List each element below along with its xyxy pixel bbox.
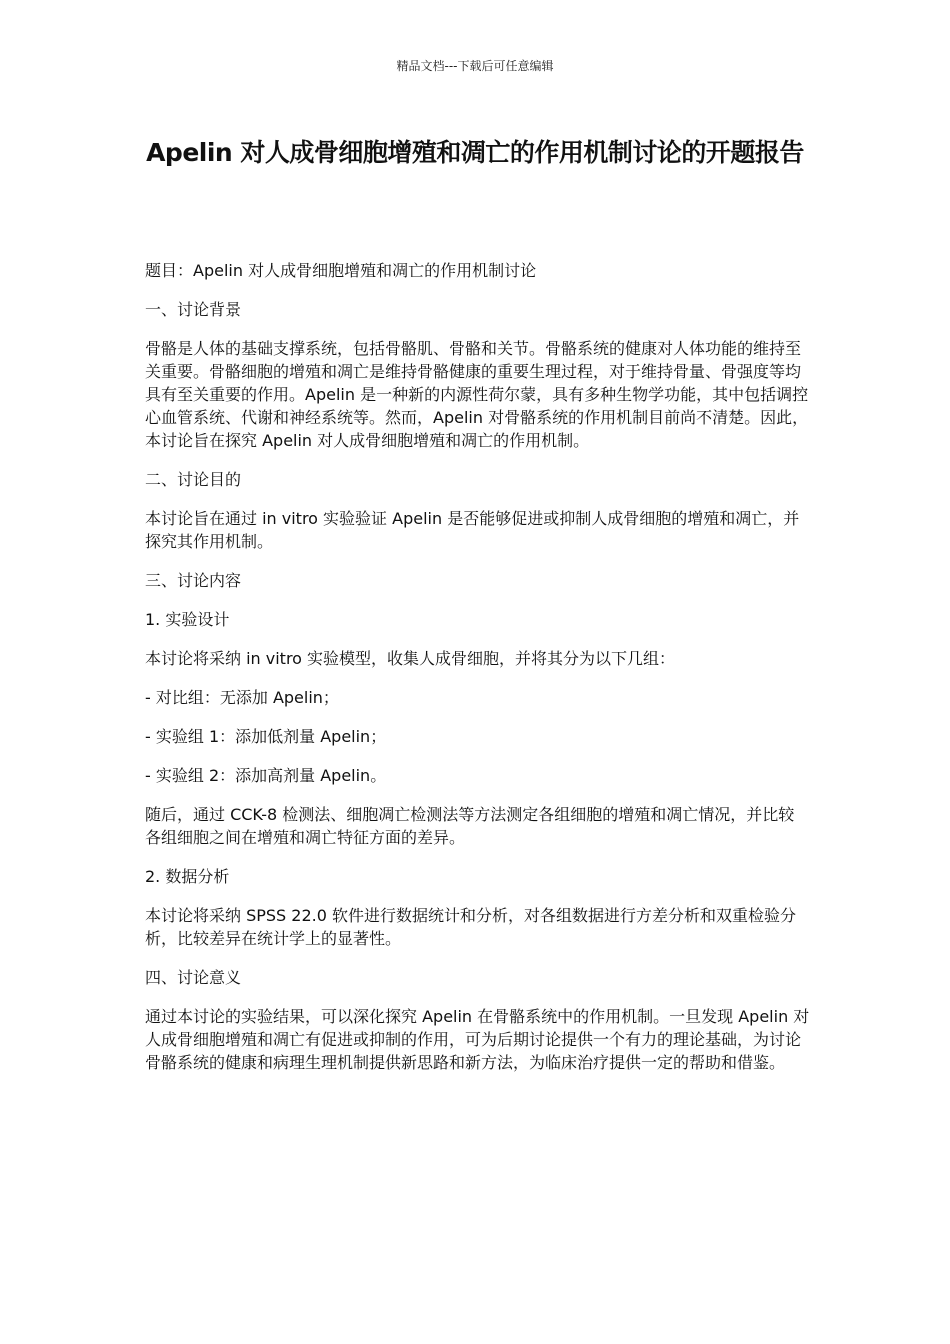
group-low-dose: - 实验组 1：添加低剂量 Apelin； xyxy=(145,727,387,746)
analysis-paragraph: 本讨论将采纳 SPSS 22.0 软件进行数据统计和分析，对各组数据进行方差分析和双重检验分析，比较差异在统计学上的显著性。 xyxy=(145,906,797,948)
group-control: - 对比组：无添加 Apelin； xyxy=(145,688,339,707)
group-high-dose: - 实验组 2：添加高剂量 Apelin。 xyxy=(145,766,387,785)
header-note: 精品文档---下载后可任意编辑 xyxy=(396,59,554,73)
methods-paragraph: 随后，通过 CCK-8 检测法、细胞凋亡检测法等方法测定各组细胞的增殖和凋亡情况，并比较各组细胞之间在增殖和凋亡特征方面的差异。 xyxy=(145,805,795,847)
background-paragraph: 骨骼是人体的基础支撑系统，包括骨骼肌、骨骼和关节。骨骼系统的健康对人体功能的维持至关重要。骨骼细胞的增殖和凋亡是维持骨骼健康的重要生理过程，对于维持骨量、骨强度等均具有至关重要的作用。Apelin 是一种新的内源性荷尔蒙，具有多种生物学功能，其中包括调控心血管系统、代谢和神经系统等。然而，Apelin 对骨骼系统的作用机制目前尚不清楚。因此，本讨论旨在探究 Apelin 对人成骨细胞增殖和凋亡的作用机制。 xyxy=(145,339,809,450)
section-heading-content: 三、讨论内容 xyxy=(145,571,242,590)
document-title: Apelin 对人成骨细胞增殖和凋亡的作用机制讨论的开题报告 xyxy=(146,138,804,167)
section-heading-purpose: 二、讨论目的 xyxy=(145,470,242,489)
subheading-data-analysis: 2. 数据分析 xyxy=(145,867,230,886)
subject-line: 题目：Apelin 对人成骨细胞增殖和凋亡的作用机制讨论 xyxy=(145,261,537,280)
subheading-experiment-design: 1. 实验设计 xyxy=(145,610,230,629)
document-body xyxy=(145,259,810,1090)
section-heading-significance: 四、讨论意义 xyxy=(145,968,242,987)
significance-paragraph: 通过本讨论的实验结果，可以深化探究 Apelin 在骨骼系统中的作用机制。一旦发现 Apelin 对人成骨细胞增殖和凋亡有促进或抑制的作用，可为后期讨论提供一个有力的理论基础，为讨论骨骼系统的健康和病理生理机制提供新思路和新方法，为临床治疗提供一定的帮助和借鉴。 xyxy=(145,1007,810,1072)
design-intro-paragraph: 本讨论将采纳 in vitro 实验模型，收集人成骨细胞，并将其分为以下几组： xyxy=(145,649,676,668)
purpose-paragraph: 本讨论旨在通过 in vitro 实验验证 Apelin 是否能够促进或抑制人成骨细胞的增殖和凋亡，并探究其作用机制。 xyxy=(145,509,800,551)
section-heading-background: 一、讨论背景 xyxy=(145,300,242,319)
